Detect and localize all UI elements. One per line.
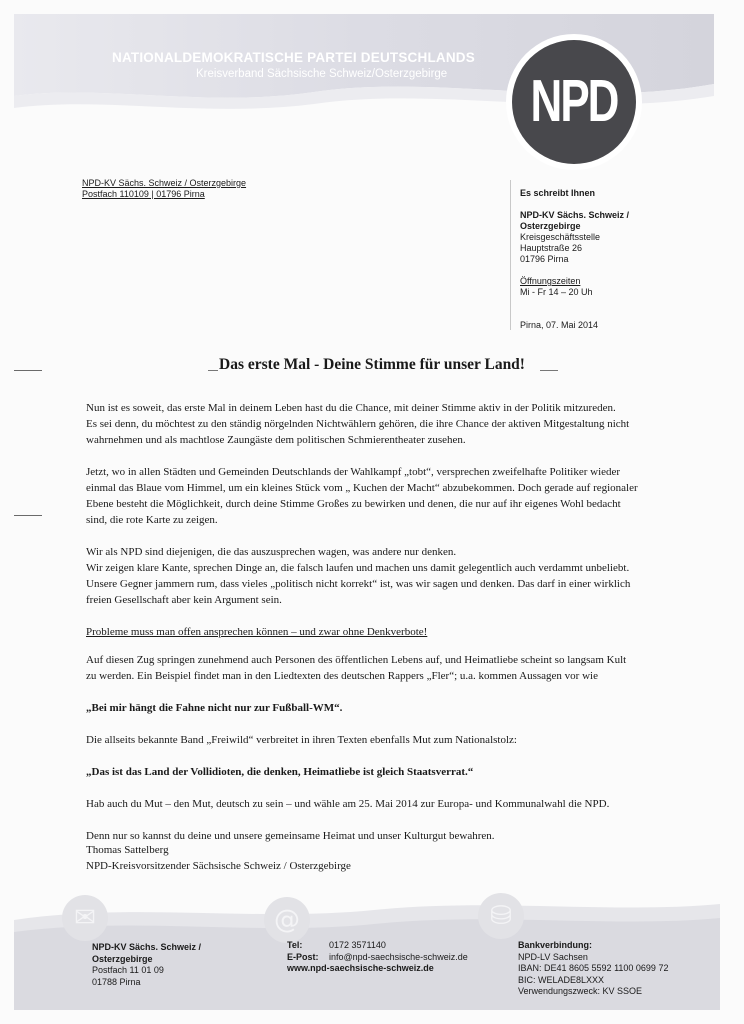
email-label: E-Post: (287, 951, 319, 962)
paragraph-4-underlined: Probleme muss man offen ansprechen können – und zwar ohne Denkverbote! (86, 626, 428, 638)
p1-line1: Nun ist es soweit, das erste Mal in deinem Leben hast du die Chance, mit deiner Stimme aktiv in der Politik mitzureden. (86, 402, 616, 414)
quote-freiwild: „Das ist das Land der Vollidioten, die denken, Heimatliebe ist gleich Staatsverrat.“ (86, 766, 474, 778)
paragraph-3 (86, 544, 706, 608)
footer-address-line1: NPD-KV Sächs. Schweiz / (92, 942, 202, 952)
letter-title: Das erste Mal - Deine Stimme für unser Land! (219, 356, 525, 373)
return-address (82, 178, 246, 200)
sender-heading: Es schreibt Ihnen (520, 188, 596, 198)
signature-block (86, 842, 351, 874)
bank-iban: IBAN: DE41 8605 5592 1100 0699 72 (518, 963, 669, 973)
title-rule-right (540, 370, 558, 371)
p5-line2: zu werden. Ein Beispiel findet man in den Liedtexten des deutschen Rappers „Fler“; u.a. kommen Aussagen vor wie (86, 670, 598, 682)
p3-line3: Unsere Gegner jammern rum, dass vieles „politisch nicht korrekt“ ist, was wir sagen und denken. Das darf in einer wirklich (86, 578, 631, 590)
sender-name-line1: NPD-KV Sächs. Schweiz / (520, 210, 630, 220)
sender-street: Hauptstraße 26 (520, 243, 583, 253)
party-subtitle: Kreisverband Sächsische Schweiz/Osterzgebirge (196, 68, 448, 80)
fold-mark-middle (14, 515, 42, 516)
p5-line1: Auf diesen Zug springen zunehmend auch Personen des öffentlichen Lebens auf, und Heimatliebe scheint so langsam Kult (86, 654, 627, 666)
p3-line2: Wir zeigen klare Kante, sprechen Dinge an, die falsch laufen und machen uns damit gelegentlich auch verdammt unbeliebt. (86, 562, 630, 574)
website: www.npd-saechsische-schweiz.de (287, 963, 434, 973)
p2-line4: sind, die rote Karte zu zeigen. (86, 514, 218, 526)
p2-line1: Jetzt, wo in allen Städten und Gemeinden Deutschlands der Wahlkampf „tobt“, versprechen zweifelhafte Politiker wieder (86, 466, 621, 478)
p2-line2: einmal das Blaue vom Himmel, um ein kleines Stück vom „ Kuchen der Macht“ abzubekommen. Doch gerade auf regionaler (86, 482, 638, 494)
paragraph-8: Denn nur so kannst du deine und unsere gemeinsame Heimat und unser Kulturgut bewahren. (86, 830, 495, 842)
email-address: info@npd-saechsische-schweiz.de (329, 951, 468, 962)
npd-logo (506, 34, 642, 170)
paragraph-2 (86, 464, 706, 528)
footer-address (92, 942, 201, 988)
signatory-role: NPD-Kreisvorsitzender Sächsische Schweiz / Osterzgebirge (86, 860, 351, 872)
p3-line1: Wir als NPD sind diejenigen, die das auszusprechen wagen, was andere nur denken. (86, 546, 457, 558)
footer-bank (518, 940, 668, 998)
quote-fler: „Bei mir hängt die Fahne nicht nur zur Fußball-WM“. (86, 702, 343, 714)
return-address-line2: Postfach 110109 | 01796 Pirna (82, 189, 205, 199)
letter-body (86, 400, 706, 860)
paragraph-5 (86, 652, 706, 684)
p1-line3: wahrnehmen und als machtlose Zaungäste dem politischen Schmierentheater zusehen. (86, 434, 466, 446)
p1-line2: Es sei denn, du möchtest zu den ständig nörgelnden Nichtwählern gehören, die ihre Chance der aktiven Mitgestaltung nicht (86, 418, 630, 430)
sender-name-line2: Osterzgebirge (520, 221, 581, 231)
p2-line3: Ebene besteht die Möglichkeit, durch deine Stimme Großes zu bewirken und denen, die nur auf ihr eigenes Wohl bedacht (86, 498, 621, 510)
tel-label: Tel: (287, 940, 303, 950)
bank-bic: BIC: WELADE8LXXX (518, 974, 605, 985)
bank-name: NPD-LV Sachsen (518, 951, 588, 962)
envelope-icon: ✉ (62, 895, 108, 941)
letter-date: Pirna, 07. Mai 2014 (520, 320, 599, 330)
bank-purpose: Verwendungszweck: KV SSOE (518, 986, 643, 996)
paragraph-6: Die allseits bekannte Band „Freiwild“ verbreitet in ihren Texten ebenfalls Mut zum Nationalstolz: (86, 734, 517, 746)
footer-address-line2: Osterzgebirge (92, 953, 153, 964)
signatory-name: Thomas Sattelberg (86, 844, 169, 856)
party-name: NATIONALDEMOKRATISCHE PARTEI DEUTSCHLANDS (112, 50, 475, 65)
bank-heading: Bankverbindung: (518, 940, 593, 950)
sender-info-box (510, 180, 711, 330)
footer-address-line4: 01788 Pirna (92, 976, 141, 987)
return-address-line1: NPD-KV Sächs. Schweiz / Osterzgebirge (82, 178, 247, 188)
tel-number: 0172 3571140 (329, 940, 386, 950)
footer-contact (287, 940, 468, 975)
coins-icon: ⛁ (478, 893, 524, 939)
opening-hours-label: Öffnungszeiten (520, 276, 581, 286)
sender-city: 01796 Pirna (520, 254, 569, 264)
paragraph-7: Hab auch du Mut – den Mut, deutsch zu sein – und wähle am 25. Mai 2014 zur Europa- und Kommunalwahl die NPD. (86, 798, 610, 810)
logo-text: NPD (530, 68, 618, 135)
sender-office: Kreisgeschäftsstelle (520, 232, 601, 242)
opening-hours: Mi - Fr 14 – 20 Uh (520, 287, 593, 297)
at-sign-icon: @ (264, 897, 310, 943)
paragraph-1 (86, 400, 706, 448)
footer-address-line3: Postfach 11 01 09 (92, 965, 164, 975)
p3-line4: freien Gesellschaft aber kein Argument sein. (86, 594, 282, 606)
